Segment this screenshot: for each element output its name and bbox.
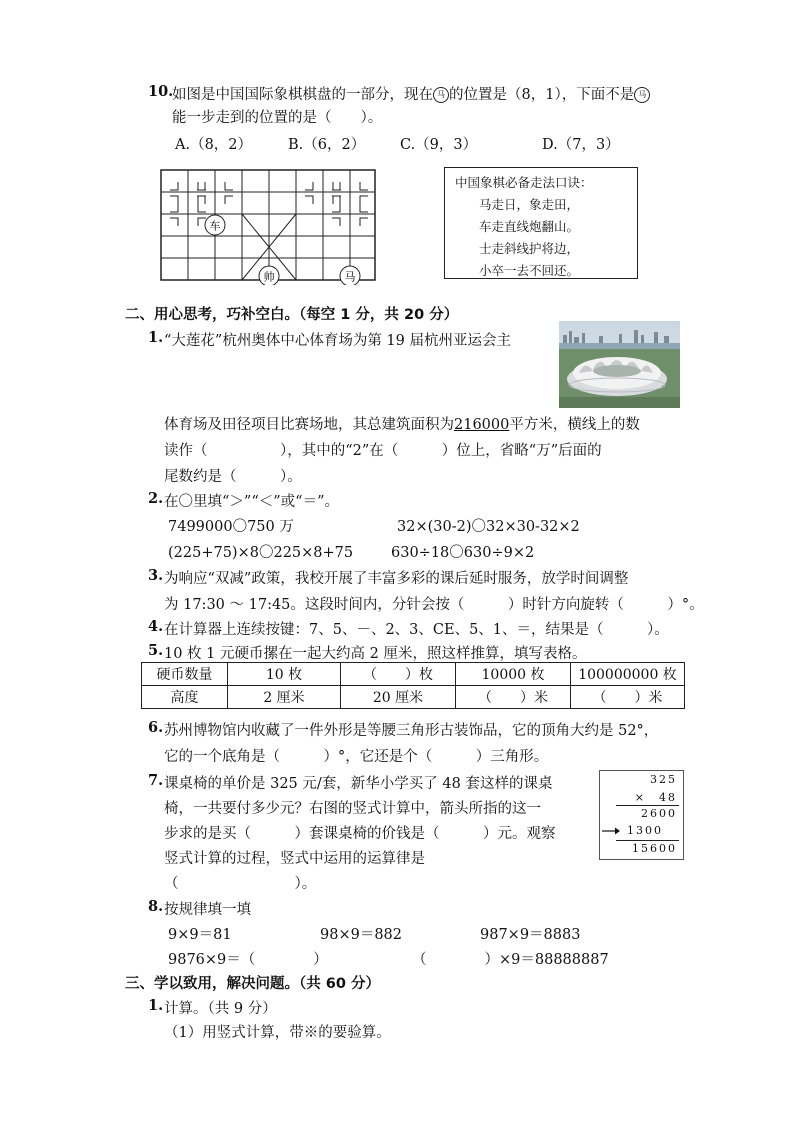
poem-line: 小卒一去不回还。: [479, 263, 580, 278]
question-text: 尾数约是（ ）。: [164, 469, 302, 485]
calc-line: 15600: [632, 842, 677, 855]
option-c[interactable]: C.（9，3）: [400, 137, 478, 153]
poem-line: 车走直线炮翻山。: [479, 219, 580, 234]
coin-table: [141, 662, 685, 709]
horse-piece-icon: 马: [634, 87, 650, 103]
horse-piece-icon: 马: [433, 87, 449, 103]
table-cell: 硬币数量: [142, 663, 228, 686]
poem-title: 中国象棋必备走法口诀：: [455, 175, 593, 190]
poem-line: 马走日，象走田，: [479, 197, 580, 212]
question-text: 能一步走到的位置的是（ ）。: [172, 110, 383, 126]
question-number: 2.: [148, 490, 164, 507]
pattern-item: 9×9＝81: [168, 927, 232, 943]
question-text: 苏州博物馆内收藏了一件外形是等腰三角形古装饰品，它的顶角大约是 52°，: [164, 723, 659, 739]
question-number: 5.: [148, 642, 164, 659]
compare-item: (225+75)×8〇225×8+75: [168, 545, 354, 561]
question-text: 10 枚 1 元硬币摞在一起大约高 2 厘米，照这样推算，填写表格。: [164, 646, 587, 662]
question-number: 1.: [148, 329, 164, 346]
question-text: 为 17:30 ～ 17:45。这段时间内，分针会按（ ）时针方向旋转（ ）°。: [164, 597, 704, 613]
question-number: 8.: [148, 898, 164, 915]
table-cell: 100000000 枚: [571, 663, 685, 686]
question-text: 竖式计算的过程，竖式中运用的运算律是: [164, 851, 425, 867]
question-text: （ ）。: [164, 876, 317, 892]
table-cell: 10000 枚: [456, 663, 571, 686]
stadium-photo: [559, 321, 680, 408]
calc-line: 325: [650, 773, 677, 786]
question-text: 为响应“双减”政策，我校开展了丰富多彩的课后延时服务，放学时间调整: [164, 571, 629, 587]
table-cell[interactable]: （ ）米: [571, 686, 685, 709]
pattern-item: 98×9＝882: [320, 927, 403, 943]
question-number: 3.: [148, 567, 164, 584]
option-a[interactable]: A.（8，2）: [175, 137, 253, 153]
compare-item: 32×(30-2)〇32×30-32×2: [397, 519, 580, 535]
pattern-item: 9876×9＝（ ）: [168, 952, 328, 968]
chess-board: [158, 167, 380, 285]
question-text: 步求的是买（ ）套课桌椅的价钱是（ ）元。观察: [164, 826, 556, 842]
question-number: 4.: [148, 618, 164, 635]
question-text: 在计算器上连续按键：7、5、－、2、3、CE、5、1、＝，结果是（ ）。: [164, 622, 669, 638]
table-row: [142, 686, 685, 709]
poem-line: 士走斜线护将边，: [479, 241, 580, 256]
question-text: 如图是中国国际象棋棋盘的一部分，现在 马 的位置是（8，1），下面不是 马: [172, 83, 650, 104]
calc-line: × 48: [634, 791, 677, 804]
question-number: 10.: [148, 83, 174, 100]
compare-item: 7499000〇750 万: [168, 519, 294, 535]
calc-line: 2600: [641, 807, 677, 820]
underlined-number: 216000: [454, 417, 510, 433]
table-row: [142, 663, 685, 686]
question-text: 椅，一共要付多少元？右图的竖式计算中，箭头所指的这一: [164, 801, 541, 817]
question-number: 7.: [148, 772, 164, 789]
question-text: 体育场及田径项目比赛场地，其总建筑面积为216000平方米，横线上的数: [164, 417, 640, 433]
table-cell: 高度: [142, 686, 228, 709]
pattern-item: （ ）×9＝88888887: [412, 952, 609, 968]
option-b[interactable]: B.（6，2）: [288, 137, 366, 153]
pattern-item: 987×9＝8883: [480, 927, 581, 943]
chess-rules-box: [444, 167, 638, 279]
question-number: 6.: [148, 719, 164, 736]
question-text: 它的一个底角是（ ）°，它还是个（ ）三角形。: [164, 749, 549, 765]
question-number: 1.: [148, 997, 164, 1014]
question-text: “大莲花”杭州奥体中心体育场为第 19 届杭州亚运会主: [164, 333, 511, 349]
table-cell: 2 厘米: [228, 686, 341, 709]
section-title: 三、学以致用，解决问题。（共 60 分）: [125, 976, 381, 992]
question-text: （1）用竖式计算，带※的要验算。: [164, 1025, 391, 1041]
compare-item: 630÷18〇630÷9×2: [391, 545, 535, 561]
calc-line: 1300: [627, 824, 663, 837]
king-piece-label: 帅: [263, 270, 275, 284]
chariot-piece-label: 车: [209, 219, 221, 233]
question-text: 课桌椅的单价是 325 元/套，新华小学买了 48 套这样的课桌: [164, 776, 553, 792]
table-cell[interactable]: （ ）枚: [341, 663, 456, 686]
question-text: 计算。（共 9 分）: [164, 1001, 277, 1017]
vertical-multiplication: [599, 770, 684, 860]
table-cell[interactable]: （ ）米: [456, 686, 571, 709]
question-text: 按规律填一填: [164, 902, 251, 918]
arrow-icon: [602, 826, 620, 836]
option-d[interactable]: D.（7，3）: [542, 137, 620, 153]
table-cell: 10 枚: [228, 663, 341, 686]
horse-piece-label: 马: [344, 270, 356, 284]
question-text: 读作（ ），其中的“2”在（ ）位上，省略“万”后面的: [164, 443, 602, 459]
table-cell: 20 厘米: [341, 686, 456, 709]
question-text: 在〇里填“＞”“＜”或“＝”。: [164, 494, 339, 510]
section-title: 二、用心思考，巧补空白。（每空 1 分，共 20 分）: [125, 307, 459, 323]
